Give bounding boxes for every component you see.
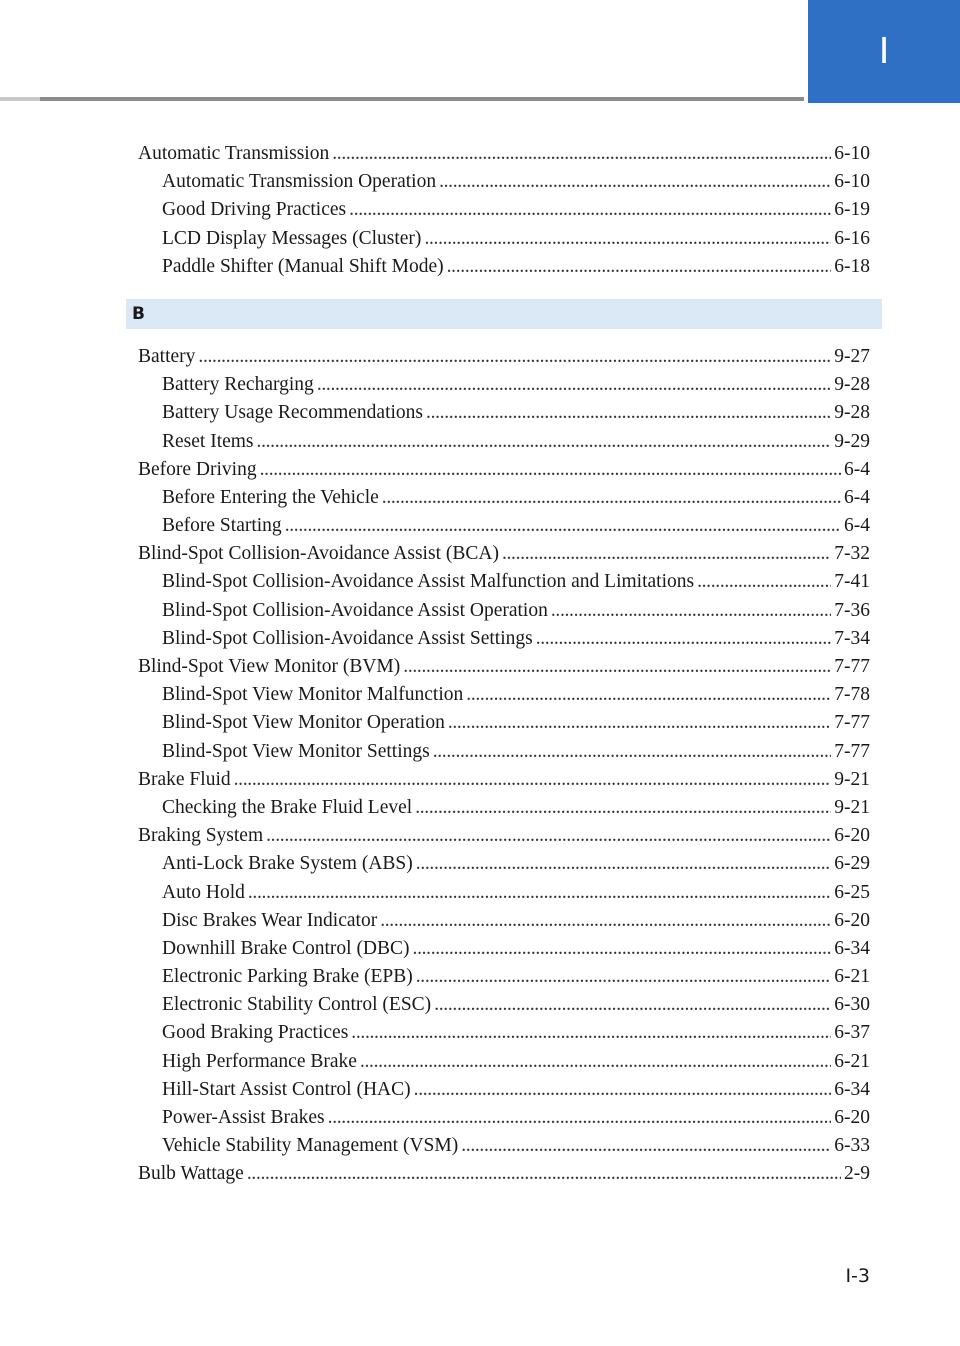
entry-page-ref: 7-77 <box>834 740 870 762</box>
dot-leader <box>266 822 831 850</box>
entry-page-ref: 6-4 <box>844 486 870 508</box>
header-rule <box>0 97 804 101</box>
index-subentry[interactable] <box>138 709 870 737</box>
entry-label: Blind-Spot Collision-Avoidance Assist Settings <box>162 627 533 649</box>
index-entry[interactable] <box>138 1160 870 1188</box>
entry-label: Before Starting <box>162 515 282 537</box>
entry-page-ref: 6-33 <box>834 1135 870 1157</box>
dot-leader <box>285 512 841 540</box>
entry-label: Blind-Spot View Monitor Operation <box>162 712 445 734</box>
dot-leader <box>447 253 832 281</box>
dot-leader <box>434 991 831 1019</box>
dot-leader <box>260 456 841 484</box>
entry-label: Automatic Transmission <box>138 143 330 164</box>
index-subentry[interactable] <box>138 371 870 399</box>
entry-page-ref: 6-10 <box>834 171 870 193</box>
dot-leader <box>248 879 831 907</box>
entry-page-ref: 6-21 <box>834 966 870 988</box>
entry-page-ref: 6-18 <box>834 255 870 277</box>
index-entry[interactable] <box>138 766 870 794</box>
entry-page-ref: 6-30 <box>834 994 870 1016</box>
dot-leader <box>332 140 831 168</box>
index-entry[interactable] <box>138 456 870 484</box>
entry-page-ref: 2-9 <box>844 1163 870 1185</box>
dot-leader <box>257 428 832 456</box>
dot-leader <box>697 568 831 596</box>
entry-page-ref: 7-78 <box>834 684 870 706</box>
entry-label: High Performance Brake <box>162 1050 357 1072</box>
entry-label: Good Braking Practices <box>162 1022 349 1044</box>
entry-label: Power-Assist Brakes <box>162 1107 325 1128</box>
entry-page-ref: 6-20 <box>834 825 870 847</box>
index-subentry[interactable] <box>138 907 870 935</box>
entry-page-ref: 6-4 <box>844 458 870 480</box>
index-subentry[interactable] <box>138 512 870 540</box>
index-subentry[interactable] <box>138 568 870 596</box>
entry-label: Blind-Spot Collision-Avoidance Assist Malfunction and Limitations <box>162 571 695 593</box>
entry-label: Battery <box>138 345 196 367</box>
dot-leader <box>403 653 831 681</box>
index-entry[interactable] <box>138 822 870 850</box>
entry-label: Checking the Brake Fluid Level <box>162 796 413 818</box>
dot-leader <box>426 399 831 427</box>
entry-page-ref: 9-21 <box>834 796 870 818</box>
entry-label: Brake Fluid <box>138 768 231 790</box>
entry-label: Downhill Brake Control (DBC) <box>162 937 410 959</box>
entry-label: Electronic Stability Control (ESC) <box>162 994 432 1016</box>
index-group-a <box>138 140 870 281</box>
entry-page-ref: 6-16 <box>834 227 870 249</box>
index-subentry[interactable] <box>138 1076 870 1104</box>
entry-label: Battery Usage Recommendations <box>162 402 424 424</box>
entry-page-ref: 6-20 <box>834 1107 870 1128</box>
index-subentry[interactable] <box>138 597 870 625</box>
entry-page-ref: 6-34 <box>834 1078 870 1100</box>
dot-leader <box>380 907 831 935</box>
entry-label: Blind-Spot View Monitor Malfunction <box>162 684 464 706</box>
index-entry[interactable] <box>138 540 870 568</box>
index-subentry[interactable] <box>138 428 870 456</box>
dot-leader <box>448 709 831 737</box>
section-tab: I <box>808 0 960 103</box>
dot-leader <box>424 225 831 253</box>
entry-page-ref: 7-41 <box>834 571 870 593</box>
entry-label: Disc Brakes Wear Indicator <box>162 909 378 931</box>
dot-leader <box>466 681 831 709</box>
index-subentry[interactable] <box>138 399 870 427</box>
dot-leader <box>414 1076 832 1104</box>
entry-page-ref: 9-21 <box>834 768 870 790</box>
entry-label: Reset Items <box>162 430 254 452</box>
entry-label: Battery Recharging <box>162 374 314 396</box>
index-subentry[interactable] <box>138 1019 870 1047</box>
entry-page-ref: 9-27 <box>834 345 870 367</box>
entry-page-ref: 6-25 <box>834 881 870 903</box>
index-entry[interactable] <box>138 653 870 681</box>
entry-label: LCD Display Messages (Cluster) <box>162 227 422 249</box>
entry-page-ref: 9-28 <box>834 374 870 396</box>
index-subentry[interactable] <box>138 794 870 822</box>
dot-leader <box>439 168 831 196</box>
entry-label: Blind-Spot View Monitor (BVM) <box>138 656 401 677</box>
letter-heading-b: B <box>126 299 882 329</box>
entry-label: Good Driving Practices <box>162 199 347 221</box>
entry-page-ref: 6-19 <box>834 199 870 221</box>
dot-leader <box>247 1160 841 1188</box>
dot-leader <box>234 766 832 794</box>
index-subentry[interactable] <box>138 991 870 1019</box>
entry-label: Electronic Parking Brake (EPB) <box>162 966 413 988</box>
entry-label: Braking System <box>138 825 264 847</box>
dot-leader <box>317 371 831 399</box>
dot-leader <box>382 484 841 512</box>
entry-page-ref: 7-32 <box>834 543 870 565</box>
entry-page-ref: 6-20 <box>834 909 870 931</box>
entry-page-ref: 9-28 <box>834 402 870 424</box>
index-subentry[interactable] <box>138 225 870 253</box>
index-list <box>132 140 870 1189</box>
entry-page-ref: 6-29 <box>834 853 870 875</box>
entry-label: Vehicle Stability Management (VSM) <box>162 1135 459 1157</box>
entry-page-ref: 7-36 <box>834 599 870 621</box>
dot-leader <box>349 196 831 224</box>
index-subentry[interactable] <box>138 963 870 991</box>
entry-page-ref: 7-77 <box>834 656 870 677</box>
entry-label: Blind-Spot View Monitor Settings <box>162 740 430 762</box>
dot-leader <box>360 1048 831 1076</box>
entry-page-ref: 6-21 <box>834 1050 870 1072</box>
dot-leader <box>198 343 831 371</box>
entry-page-ref: 9-29 <box>834 430 870 452</box>
entry-page-ref: 7-77 <box>834 712 870 734</box>
dot-leader <box>551 597 831 625</box>
index-subentry[interactable] <box>138 253 870 281</box>
index-subentry[interactable] <box>138 681 870 709</box>
entry-page-ref: 6-34 <box>834 937 870 959</box>
entry-page-ref: 6-10 <box>834 143 870 164</box>
entry-label: Auto Hold <box>162 881 245 903</box>
dot-leader <box>433 738 832 766</box>
entry-label: Before Entering the Vehicle <box>162 486 379 508</box>
entry-label: Anti-Lock Brake System (ABS) <box>162 853 413 875</box>
index-group-b <box>138 343 870 1189</box>
index-subentry[interactable] <box>138 168 870 196</box>
index-subentry[interactable] <box>138 879 870 907</box>
dot-leader <box>328 1104 832 1132</box>
entry-label: Bulb Wattage <box>138 1163 244 1185</box>
entry-label: Hill-Start Assist Control (HAC) <box>162 1078 411 1100</box>
index-subentry[interactable] <box>138 738 870 766</box>
dot-leader <box>416 850 831 878</box>
entry-page-ref: 7-34 <box>834 627 870 649</box>
page-number: I-3 <box>845 1265 870 1287</box>
index-entry[interactable] <box>138 343 870 371</box>
index-subentry[interactable] <box>138 484 870 512</box>
entry-label: Before Driving <box>138 458 257 480</box>
dot-leader <box>415 794 831 822</box>
index-entry[interactable] <box>138 140 870 168</box>
dot-leader <box>461 1132 831 1160</box>
index-subentry[interactable] <box>138 1132 870 1160</box>
index-subentry[interactable] <box>138 935 870 963</box>
dot-leader <box>536 625 832 653</box>
index-subentry[interactable] <box>138 625 870 653</box>
entry-label: Blind-Spot Collision-Avoidance Assist Operation <box>162 599 548 621</box>
index-subentry[interactable] <box>138 850 870 878</box>
index-subentry[interactable] <box>138 196 870 224</box>
entry-label: Blind-Spot Collision-Avoidance Assist (BCA) <box>138 543 499 565</box>
dot-leader <box>502 540 831 568</box>
dot-leader <box>351 1019 831 1047</box>
entry-page-ref: 6-37 <box>834 1022 870 1044</box>
entry-page-ref: 6-4 <box>844 515 870 537</box>
dot-leader <box>413 935 832 963</box>
entry-label: Automatic Transmission Operation <box>162 171 437 193</box>
entry-label: Paddle Shifter (Manual Shift Mode) <box>162 255 444 277</box>
dot-leader <box>416 963 832 991</box>
index-subentry[interactable] <box>138 1048 870 1076</box>
index-subentry[interactable] <box>138 1104 870 1132</box>
